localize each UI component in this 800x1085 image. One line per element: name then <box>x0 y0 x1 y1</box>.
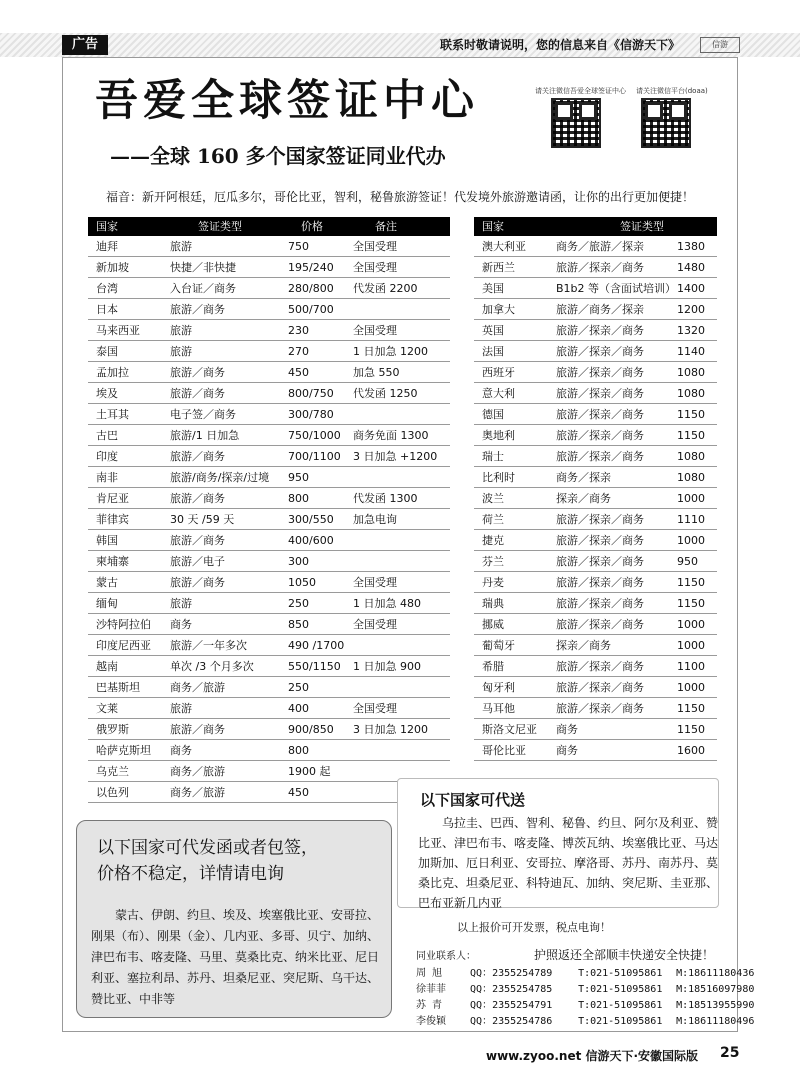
contact-name: 李俊颖 <box>416 1016 446 1027</box>
col-header: 签证类型 <box>620 220 664 233</box>
contact-tel: T:021-51095861 <box>578 1016 663 1027</box>
contact-mobile: M:18513955990 <box>676 1000 755 1011</box>
col-header: 国家 <box>96 220 118 233</box>
table-cell: 490 /1700 <box>288 639 345 652</box>
table-row <box>88 467 450 488</box>
table-cell: 1150 <box>677 576 705 589</box>
table-cell: 800 <box>288 744 309 757</box>
table-row <box>474 698 717 719</box>
table-cell: 550/1150 <box>288 660 341 673</box>
table-row <box>88 341 450 362</box>
table-row <box>88 509 450 530</box>
table-cell: 瑞典 <box>482 597 504 610</box>
table-cell: 全国受理 <box>353 261 397 274</box>
table-cell: 新加坡 <box>96 261 129 274</box>
table-cell: 商务／旅游／探亲 <box>556 240 644 253</box>
contact-tel: T:021-51095861 <box>578 1000 663 1011</box>
table-cell: 1080 <box>677 387 705 400</box>
table-cell: 1050 <box>288 576 316 589</box>
table-cell: 旅游／商务 <box>170 450 225 463</box>
table-cell: 肯尼亚 <box>96 492 129 505</box>
table-cell: 3 日加急 1200 <box>353 723 428 736</box>
table-header <box>88 217 450 236</box>
table-cell: 1080 <box>677 450 705 463</box>
page-number: 25 <box>720 1045 740 1061</box>
table-cell: 1 日加急 480 <box>353 597 421 610</box>
table-cell: 入台证／商务 <box>170 282 236 295</box>
table-cell: 1320 <box>677 324 705 337</box>
contact-name: 苏 青 <box>416 1000 443 1011</box>
table-cell: 1380 <box>677 240 705 253</box>
table-cell: 加急电询 <box>353 513 397 526</box>
table-cell: 代发函 2200 <box>353 282 418 295</box>
table-cell: 1000 <box>677 681 705 694</box>
table-cell: 全国受理 <box>353 240 397 253</box>
table-cell: 旅游／探亲／商务 <box>556 534 644 547</box>
table-cell: 全国受理 <box>353 618 397 631</box>
table-row <box>474 236 717 257</box>
col-header: 备注 <box>375 220 397 233</box>
table-cell: 蒙古 <box>96 576 118 589</box>
table-cell: 西班牙 <box>482 366 515 379</box>
table-cell: 柬埔寨 <box>96 555 129 568</box>
table-row <box>88 320 450 341</box>
table-row <box>474 341 717 362</box>
table-row <box>88 383 450 404</box>
table-cell: 挪威 <box>482 618 504 631</box>
table-cell: 马耳他 <box>482 702 515 715</box>
table-row <box>88 488 450 509</box>
table-cell: 探亲／商务 <box>556 639 611 652</box>
table-cell: 全国受理 <box>353 576 397 589</box>
header-note: 联系时敬请说明，您的信息来自《信游天下》 <box>440 38 681 52</box>
send-box-body: 乌拉圭、巴西、智利、秘鲁、约旦、阿尔及利亚、赞比亚、津巴布韦、喀麦隆、博茨瓦纳、埃塞俄比亚、马达加斯加、厄日利亚、安哥拉、摩洛哥、苏丹、南苏丹、莫桑比克、坦桑尼亚、科特迪瓦、加纳、突尼斯、圭亚那、巴布亚新几内亚 <box>418 816 719 910</box>
table-cell: 全国受理 <box>353 702 397 715</box>
table-row <box>474 383 717 404</box>
table-cell: 南非 <box>96 471 118 484</box>
table-cell: 280/800 <box>288 282 334 295</box>
contact-tel: T:021-51095861 <box>578 968 663 979</box>
table-row <box>88 236 450 257</box>
table-cell: 新西兰 <box>482 261 515 274</box>
qr-caption-2: 请关注微信平台(doaa) <box>636 87 708 95</box>
table-cell: 旅游／探亲／商务 <box>556 576 644 589</box>
table-cell: 1100 <box>677 660 705 673</box>
table-cell: 旅游／探亲／商务 <box>556 618 644 631</box>
table-cell: 1150 <box>677 408 705 421</box>
top-banner <box>0 33 800 57</box>
invite-title-line-1: 以下国家可代发函或者包签， <box>97 838 318 858</box>
table-cell: 澳大利亚 <box>482 240 526 253</box>
page-subtitle: ——全球 160 多个国家签证同业代办 <box>110 144 446 168</box>
table-cell: 旅游／商务 <box>170 576 225 589</box>
table-row <box>88 677 450 698</box>
table-row <box>88 257 450 278</box>
table-cell: 旅游/1 日加急 <box>170 429 240 442</box>
table-cell: 3 日加急 +1200 <box>353 450 438 463</box>
table-cell: 商务免面 1300 <box>353 429 429 442</box>
table-row <box>88 656 450 677</box>
table-row <box>474 656 717 677</box>
contact-row <box>416 996 754 1011</box>
table-row <box>88 278 450 299</box>
table-cell: 荷兰 <box>482 513 504 526</box>
table-cell: 1140 <box>677 345 705 358</box>
table-cell: 750 <box>288 240 309 253</box>
table-cell: 旅游／探亲／商务 <box>556 555 644 568</box>
contact-name: 徐菲菲 <box>416 984 446 995</box>
brand-logo: 信游 <box>700 37 740 53</box>
qr-caption-1: 请关注微信吾爱全球签证中心 <box>535 87 626 95</box>
table-cell: 270 <box>288 345 309 358</box>
table-cell: 奥地利 <box>482 429 515 442</box>
table-cell: 古巴 <box>96 429 118 442</box>
table-cell: 土耳其 <box>96 408 129 421</box>
table-row <box>88 782 450 803</box>
table-cell: 菲律宾 <box>96 513 129 526</box>
table-row <box>88 719 450 740</box>
table-cell: 日本 <box>96 303 118 316</box>
table-cell: 旅游 <box>170 597 192 610</box>
table-row <box>474 467 717 488</box>
left-price-table <box>88 217 450 803</box>
table-cell: 30 天 /59 天 <box>170 513 235 526</box>
table-cell: 加急 550 <box>353 366 400 379</box>
table-cell: 代发函 1300 <box>353 492 418 505</box>
table-cell: 950 <box>288 471 309 484</box>
table-cell: 商务／旅游 <box>170 765 225 778</box>
table-row <box>88 740 450 761</box>
table-row <box>474 614 717 635</box>
table-cell: 450 <box>288 786 309 799</box>
table-cell: 旅游 <box>170 240 192 253</box>
table-row <box>474 299 717 320</box>
send-countries-box <box>397 778 719 908</box>
express-slogan: 护照返还全部顺丰快递安全快捷！ <box>534 948 715 962</box>
table-cell: 单次 /3 个月多次 <box>170 660 254 673</box>
table-cell: 马来西亚 <box>96 324 140 337</box>
table-row <box>474 446 717 467</box>
table-cell: 越南 <box>96 660 118 673</box>
table-row <box>474 572 717 593</box>
table-cell: 800 <box>288 492 309 505</box>
table-cell: 1480 <box>677 261 705 274</box>
contact-row <box>416 1012 754 1027</box>
table-cell: 1600 <box>677 744 705 757</box>
table-cell: 旅游 <box>170 345 192 358</box>
table-cell: 1900 起 <box>288 765 331 778</box>
table-row <box>474 362 717 383</box>
table-cell: 900/850 <box>288 723 334 736</box>
table-cell: 旅游／电子 <box>170 555 225 568</box>
table-cell: 旅游／探亲／商务 <box>556 429 644 442</box>
table-cell: 商务／旅游 <box>170 786 225 799</box>
table-cell: 300/780 <box>288 408 334 421</box>
right-price-table <box>474 217 717 761</box>
table-cell: 800/750 <box>288 387 334 400</box>
table-cell: 230 <box>288 324 309 337</box>
table-cell: 250 <box>288 597 309 610</box>
table-row <box>88 404 450 425</box>
invoice-note: 以上报价可开发票，税点电询！ <box>457 921 611 934</box>
table-cell: 商务 <box>170 744 192 757</box>
table-row <box>88 530 450 551</box>
table-row <box>474 278 717 299</box>
table-cell: 葡萄牙 <box>482 639 515 652</box>
table-cell: 泰国 <box>96 345 118 358</box>
table-cell: 1 日加急 900 <box>353 660 421 673</box>
send-box-title: 以下国家可代送 <box>420 791 526 809</box>
contact-row <box>416 964 754 979</box>
contact-mobile: M:18516097980 <box>676 984 755 995</box>
table-cell: 旅游／探亲／商务 <box>556 450 644 463</box>
table-cell: 丹麦 <box>482 576 504 589</box>
table-cell: 商务／旅游 <box>170 681 225 694</box>
contact-qq: QQ：2355254786 <box>470 1016 553 1027</box>
qr-code-icon <box>551 98 601 148</box>
table-cell: 俄罗斯 <box>96 723 129 736</box>
table-cell: 商务 <box>556 744 578 757</box>
table-cell: 快捷／非快捷 <box>170 261 236 274</box>
table-row <box>474 530 717 551</box>
table-cell: 商务 <box>556 723 578 736</box>
table-cell: 全国受理 <box>353 324 397 337</box>
contact-qq: QQ：2355254791 <box>470 1000 553 1011</box>
contact-row <box>416 980 754 995</box>
table-cell: 匈牙利 <box>482 681 515 694</box>
table-cell: 750/1000 <box>288 429 341 442</box>
contact-qq: QQ：2355254789 <box>470 968 553 979</box>
table-row <box>88 698 450 719</box>
table-cell: 商务／探亲 <box>556 471 611 484</box>
table-cell: 捷克 <box>482 534 504 547</box>
table-row <box>474 425 717 446</box>
table-cell: 旅游／商务 <box>170 387 225 400</box>
table-cell: 旅游／一年多次 <box>170 639 247 652</box>
table-cell: 1150 <box>677 723 705 736</box>
table-row <box>474 635 717 656</box>
table-cell: 代发函 1250 <box>353 387 418 400</box>
table-cell: B1b2 等（含面试培训） <box>556 282 677 295</box>
invite-title-line-2: 价格不稳定，详情请电询 <box>97 864 284 884</box>
table-row <box>474 257 717 278</box>
table-cell: 300 <box>288 555 309 568</box>
table-cell: 加拿大 <box>482 303 515 316</box>
table-cell: 商务 <box>170 618 192 631</box>
table-cell: 意大利 <box>482 387 515 400</box>
table-cell: 瑞士 <box>482 450 504 463</box>
table-row <box>474 404 717 425</box>
table-cell: 400 <box>288 702 309 715</box>
table-cell: 埃及 <box>96 387 118 400</box>
table-cell: 哈萨克斯坦 <box>96 744 151 757</box>
table-cell: 旅游／商务／探亲 <box>556 303 644 316</box>
table-cell: 英国 <box>482 324 504 337</box>
contact-mobile: M:18611180436 <box>676 968 755 979</box>
table-cell: 哥伦比亚 <box>482 744 526 757</box>
table-row <box>474 677 717 698</box>
table-row <box>474 320 717 341</box>
table-cell: 探亲／商务 <box>556 492 611 505</box>
table-cell: 1000 <box>677 639 705 652</box>
table-cell: 沙特阿拉伯 <box>96 618 151 631</box>
footer-site: www.zyoo.net 信游天下·安徽国际版 <box>486 1049 699 1063</box>
col-header: 价格 <box>301 220 323 233</box>
col-header: 国家 <box>482 220 504 233</box>
table-row <box>88 572 450 593</box>
table-cell: 400/600 <box>288 534 334 547</box>
table-cell: 希腊 <box>482 660 504 673</box>
table-cell: 195/240 <box>288 261 334 274</box>
contact-mobile: M:18611180496 <box>676 1016 755 1027</box>
table-cell: 旅游／探亲／商务 <box>556 366 644 379</box>
table-row <box>88 593 450 614</box>
table-row <box>88 614 450 635</box>
table-cell: 1080 <box>677 471 705 484</box>
table-row <box>474 593 717 614</box>
table-row <box>88 446 450 467</box>
table-cell: 以色列 <box>96 786 129 799</box>
table-cell: 旅游 <box>170 324 192 337</box>
table-cell: 1080 <box>677 366 705 379</box>
contact-qq: QQ：2355254785 <box>470 984 553 995</box>
table-cell: 旅游／商务 <box>170 534 225 547</box>
table-cell: 旅游／商务 <box>170 723 225 736</box>
table-row <box>88 425 450 446</box>
table-cell: 迪拜 <box>96 240 118 253</box>
table-cell: 1150 <box>677 597 705 610</box>
table-cell: 500/700 <box>288 303 334 316</box>
table-cell: 300/550 <box>288 513 334 526</box>
table-cell: 旅游／商务 <box>170 303 225 316</box>
table-cell: 文莱 <box>96 702 118 715</box>
table-cell: 250 <box>288 681 309 694</box>
table-cell: 芬兰 <box>482 555 504 568</box>
table-cell: 1150 <box>677 702 705 715</box>
table-cell: 950 <box>677 555 698 568</box>
table-cell: 旅游／探亲／商务 <box>556 261 644 274</box>
table-cell: 1400 <box>677 282 705 295</box>
table-row <box>474 488 717 509</box>
invite-box-body: 蒙古、伊朗、约旦、埃及、埃塞俄比亚、安哥拉、刚果（布）、刚果（金）、几内亚、多哥、贝宁、加纳、津巴布韦、喀麦隆、马里、莫桑比克、纳米比亚、尼日利亚、塞拉利昂、苏丹、坦桑尼亚、突尼斯、乌干达、赞比亚、中非等 <box>91 908 380 1006</box>
page-title: 吾爱全球签证中心 <box>95 76 479 126</box>
qr-code-icon <box>641 98 691 148</box>
table-cell: 旅游／商务 <box>170 492 225 505</box>
table-row <box>88 362 450 383</box>
invite-countries-box <box>76 820 392 1018</box>
table-cell: 缅甸 <box>96 597 118 610</box>
table-cell: 450 <box>288 366 309 379</box>
table-cell: 旅游／探亲／商务 <box>556 408 644 421</box>
table-cell: 1110 <box>677 513 705 526</box>
col-header: 签证类型 <box>198 220 242 233</box>
table-cell: 旅游/商务/探亲/过境 <box>170 471 270 484</box>
table-row <box>474 740 717 761</box>
table-header <box>474 217 717 236</box>
table-row <box>88 299 450 320</box>
table-cell: 旅游／探亲／商务 <box>556 660 644 673</box>
table-cell: 旅游／探亲／商务 <box>556 387 644 400</box>
table-cell: 比利时 <box>482 471 515 484</box>
table-row <box>474 551 717 572</box>
table-cell: 旅游／探亲／商务 <box>556 513 644 526</box>
table-row <box>88 551 450 572</box>
table-cell: 旅游／探亲／商务 <box>556 597 644 610</box>
table-cell: 印度 <box>96 450 118 463</box>
table-cell: 旅游 <box>170 702 192 715</box>
blessing-line: 福音：新开阿根廷，厄瓜多尔，哥伦比亚，智利，秘鲁旅游签证！代发境外旅游邀请函，让你的出行更加便捷！ <box>106 190 695 204</box>
table-cell: 旅游／探亲／商务 <box>556 702 644 715</box>
table-cell: 1000 <box>677 618 705 631</box>
table-row <box>474 719 717 740</box>
table-row <box>88 635 450 656</box>
table-cell: 法国 <box>482 345 504 358</box>
table-cell: 台湾 <box>96 282 118 295</box>
table-cell: 巴基斯坦 <box>96 681 140 694</box>
table-cell: 1150 <box>677 429 705 442</box>
contact-name: 周 旭 <box>416 968 443 979</box>
contact-tel: T:021-51095861 <box>578 984 663 995</box>
table-cell: 700/1100 <box>288 450 341 463</box>
table-cell: 旅游／商务 <box>170 366 225 379</box>
table-cell: 斯洛文尼亚 <box>482 723 537 736</box>
table-cell: 旅游／探亲／商务 <box>556 345 644 358</box>
table-cell: 1 日加急 1200 <box>353 345 428 358</box>
table-cell: 电子签／商务 <box>170 408 236 421</box>
table-cell: 德国 <box>482 408 504 421</box>
ad-tag: 广告 <box>62 35 108 55</box>
table-cell: 乌克兰 <box>96 765 129 778</box>
table-cell: 旅游／探亲／商务 <box>556 324 644 337</box>
table-cell: 850 <box>288 618 309 631</box>
invite-box-title <box>97 835 318 887</box>
table-cell: 1200 <box>677 303 705 316</box>
table-cell: 1000 <box>677 534 705 547</box>
table-cell: 波兰 <box>482 492 504 505</box>
table-cell: 旅游／探亲／商务 <box>556 681 644 694</box>
table-cell: 印度尼西亚 <box>96 639 151 652</box>
table-cell: 1000 <box>677 492 705 505</box>
table-cell: 孟加拉 <box>96 366 129 379</box>
table-cell: 韩国 <box>96 534 118 547</box>
table-row <box>88 761 450 782</box>
table-row <box>474 509 717 530</box>
table-cell: 美国 <box>482 282 504 295</box>
contact-heading: 同业联系人： <box>416 951 476 962</box>
